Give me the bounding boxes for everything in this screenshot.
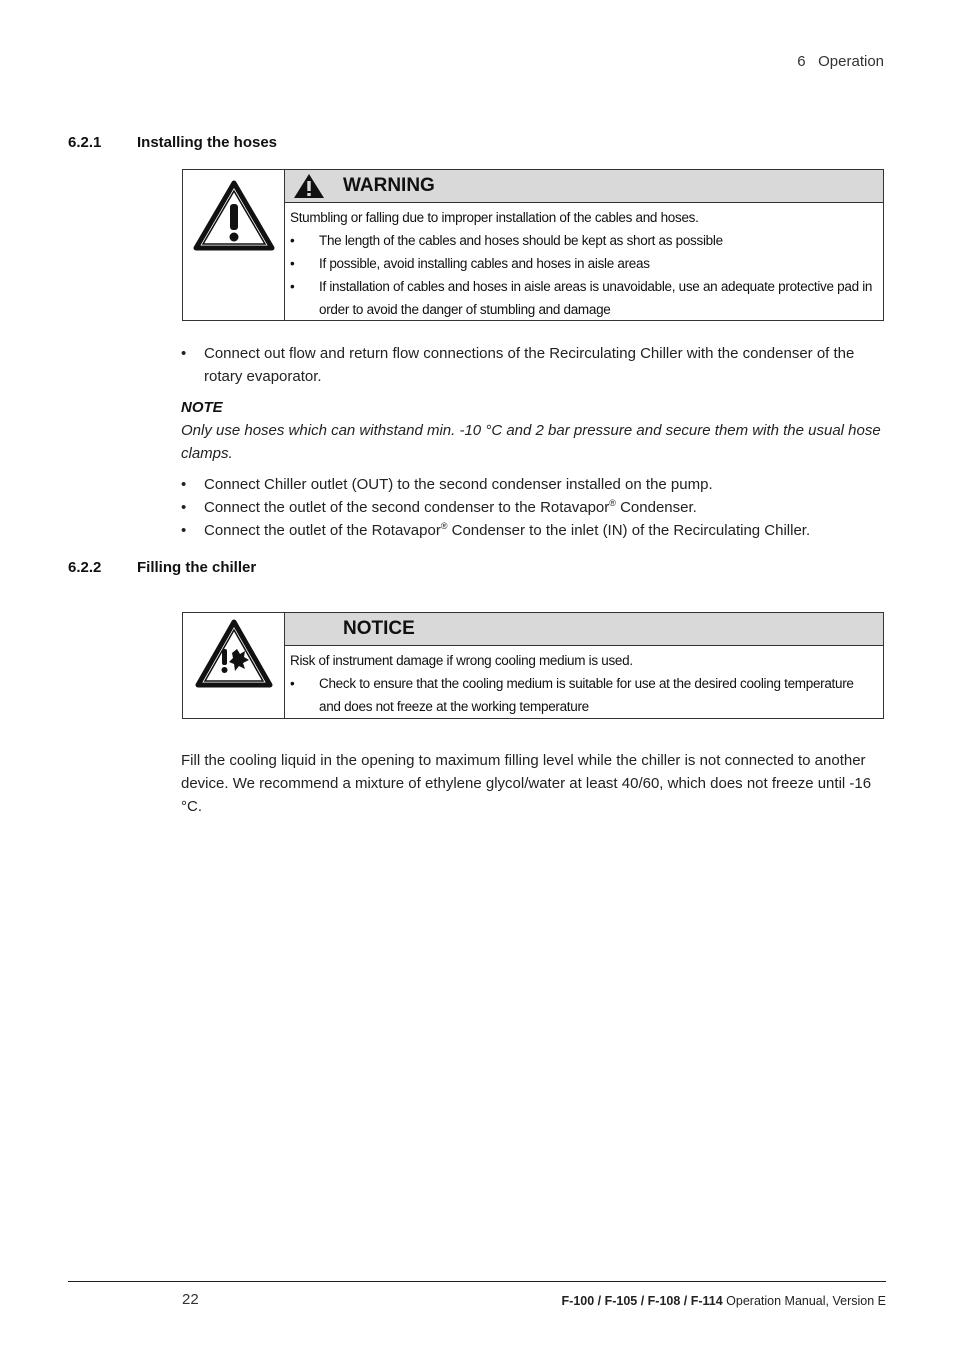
chapter-title: Operation (818, 53, 884, 70)
chapter-number: 6 (797, 53, 806, 70)
list-item: • Connect out flow and return flow connections of the Recirculating Chiller with the condenser of the rotary evaporator. (181, 342, 886, 388)
section-number: 6.2.2 (68, 559, 102, 576)
step-text: Condenser to the inlet (IN) of the Recirculating Chiller. (447, 522, 811, 539)
note-title: NOTE (181, 399, 223, 416)
registered-mark: ® (440, 521, 448, 531)
section-number: 6.2.1 (68, 134, 102, 151)
step-text: Connect the outlet of the second condenser to the Rotavapor (204, 499, 610, 516)
notice-body (285, 646, 883, 720)
warning-heading: WARNING (343, 175, 435, 196)
section-title: Filling the chiller (137, 559, 257, 576)
notice-intro: Risk of instrument damage if wrong cooling medium is used. (290, 653, 633, 668)
list-item: • If possible, avoid installing cables and hoses in aisle areas (290, 252, 877, 275)
registered-mark: ® (609, 498, 616, 508)
list-item: • Connect the outlet of the Rotavapor® Condenser to the inlet (IN) of the Recirculating Chiller. (181, 521, 811, 539)
list-item: • Connect Chiller outlet (OUT) to the second condenser installed on the pump. (181, 476, 713, 493)
warning-intro: Stumbling or falling due to improper installation of the cables and hoses. (290, 210, 699, 225)
list-item: • If installation of cables and hoses in aisle areas is unavoidable, use an adequate protective pad in order to avoid the danger of stumbling and damage (290, 275, 877, 321)
warning-triangle-exclamation-icon (193, 180, 275, 252)
notice-item: Check to ensure that the cooling medium is suitable for use at the desired cooling temperature and does not freeze at the working temperature (319, 676, 854, 714)
step-text: Connect Chiller outlet (OUT) to the second condenser installed on the pump. (204, 476, 713, 493)
filling-paragraph: Fill the cooling liquid in the opening to maximum filling level while the chiller is not connected to another device. We recommend a mixture of ethylene glycol/water at least 40/60, which does not freeze until -16 °C. (181, 752, 872, 815)
notice-box (182, 612, 884, 719)
list-item: • Connect the outlet of the second condenser to the Rotavapor® Condenser. (181, 498, 697, 516)
page-number: 22 (182, 1291, 199, 1308)
warning-small-icon (289, 171, 329, 201)
notice-heading: NOTICE (343, 618, 415, 639)
footer-divider (68, 1281, 886, 1282)
footer-doc-title: Operation Manual, Version E (722, 1294, 886, 1308)
warning-header (285, 170, 883, 203)
note-text: Only use hoses which can withstand min. -10 °C and 2 bar pressure and secure them with the usual hose clamps. (181, 422, 881, 462)
warning-item: If installation of cables and hoses in aisle areas is unavoidable, use an adequate protective pad in order to avoid the danger of stumbling and damage (319, 279, 873, 317)
step-text: Connect out flow and return flow connections of the Recirculating Chiller with the condenser of the rotary evaporator. (204, 345, 855, 385)
warning-icon-cell (183, 170, 285, 320)
list-item: • Check to ensure that the cooling medium is suitable for use at the desired cooling temperature and does not freeze at the working temperature (290, 672, 877, 718)
running-header (797, 53, 884, 70)
warning-item: If possible, avoid installing cables and hoses in aisle areas (319, 256, 650, 271)
warning-box (182, 169, 884, 321)
section-title: Installing the hoses (137, 134, 278, 151)
installation-steps (181, 342, 886, 542)
notice-icon-cell (183, 613, 285, 718)
footer-document-title (562, 1294, 886, 1308)
step-text: Condenser. (615, 499, 697, 516)
notice-damage-triangle-icon (195, 619, 273, 689)
warning-item: The length of the cables and hoses should be kept as short as possible (319, 233, 723, 248)
warning-body (285, 203, 883, 323)
step-text: Connect the outlet of the Rotavapor (204, 522, 441, 539)
list-item: • The length of the cables and hoses should be kept as short as possible (290, 229, 877, 252)
footer-models: F-100 / F-105 / F-108 / F-114 (561, 1294, 723, 1308)
notice-header (285, 613, 883, 646)
